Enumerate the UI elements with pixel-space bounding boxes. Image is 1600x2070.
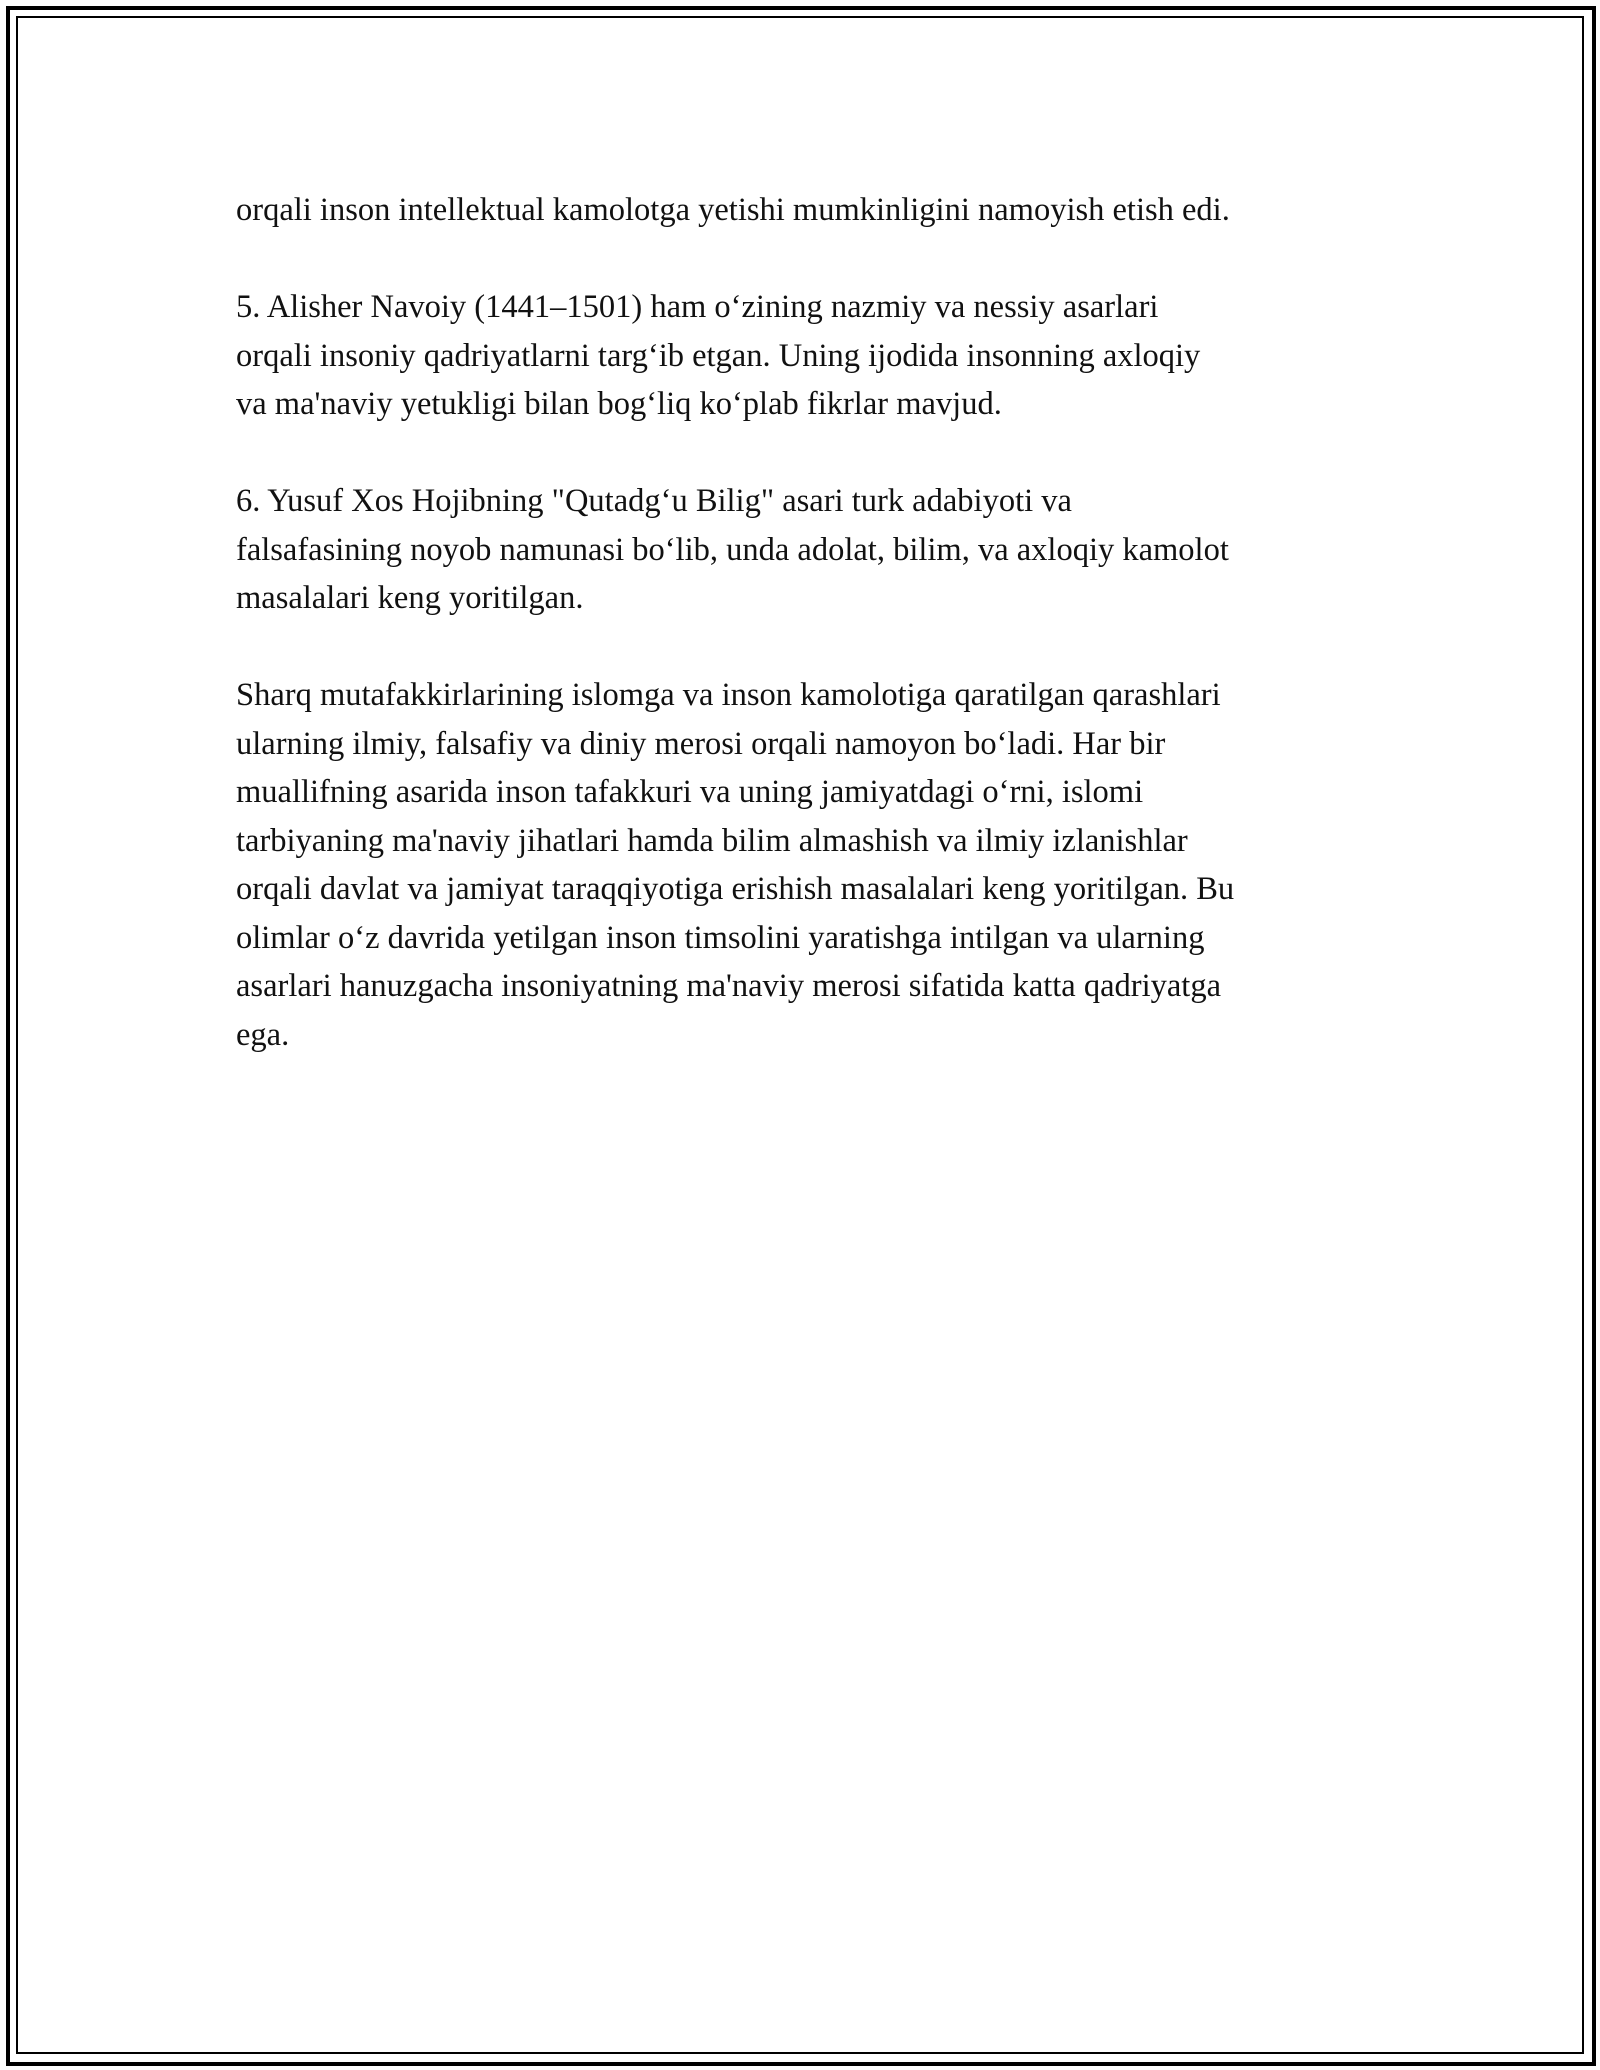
text-line: va ma'naviy yetukligi bilan bog‘liq ko‘plab fikrlar mavjud. [236, 386, 1002, 422]
text-line: falsafasining noyob namunasi bo‘lib, unda adolat, bilim, va axloqiy kamolot [236, 531, 1229, 568]
text-line: orqali davlat va jamiyat taraqqiyotiga erishish masalalari keng yoritilgan. Bu [236, 871, 1235, 907]
text-line: orqali inson intellektual kamolotga yetishi mumkinligini namoyish etish edi. [236, 192, 1230, 228]
paragraph-conclusion [236, 671, 1376, 1059]
text-line: orqali insoniy qadriyatlarni targ‘ib etgan. Uning ijodida insonning axloqiy [236, 337, 1201, 374]
paragraph-item-6-yusuf-xos-hojib [236, 477, 1376, 623]
text-line: Sharq mutafakkirlarining islomga va inson kamolotiga qaratilgan qarashlari [236, 677, 1221, 713]
text-line: masalalari keng yoritilgan. [236, 580, 584, 616]
document-body [236, 186, 1376, 1108]
text-line: ega. [236, 1016, 290, 1053]
text-line: muallifning asarida inson tafakkuri va uning jamiyatdagi o‘rni, islomi [236, 774, 1144, 810]
text-line: 5. Alisher Navoiy (1441–1501) ham o‘zining nazmiy va nessiy asarlari [236, 289, 1159, 325]
paragraph-item-5-navoiy [236, 283, 1376, 429]
text-line: tarbiyaning ma'naviy jihatlari hamda bilim almashish va ilmiy izlanishlar [236, 822, 1188, 859]
text-line: ularning ilmiy, falsafiy va diniy merosi orqali namoyon bo‘ladi. Har bir [236, 725, 1166, 762]
text-line: asarlari hanuzgacha insoniyatning ma'naviy merosi sifatida katta qadriyatga [236, 968, 1222, 1004]
text-line: 6. Yusuf Xos Hojibning "Qutadg‘u Bilig" asari turk adabiyoti va [236, 483, 1072, 519]
paragraph-continuation [236, 186, 1376, 235]
text-line: olimlar o‘z davrida yetilgan inson timsolini yaratishga intilgan va ularning [236, 919, 1205, 956]
